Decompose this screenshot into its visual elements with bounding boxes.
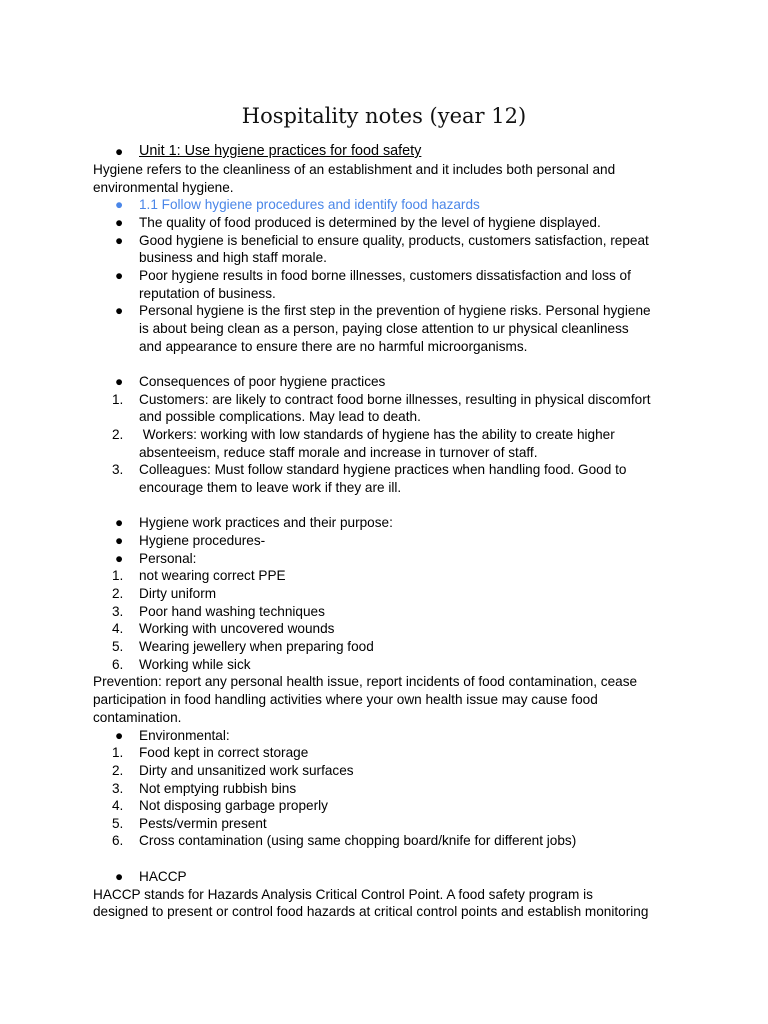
work-practices-heading: Hygiene work practices and their purpose:	[139, 515, 393, 530]
consequence-line: encourage them to leave work if they are ill.	[139, 480, 402, 495]
list-number: 5.	[112, 816, 124, 831]
consequence-line: and possible complications. May lead to death.	[139, 409, 421, 424]
environmental-item: Food kept in correct storage	[139, 745, 309, 760]
list-number: 1.	[112, 745, 124, 760]
personal-item: Dirty uniform	[139, 586, 217, 601]
list-number: 6.	[112, 657, 124, 672]
list-number: 3.	[112, 462, 124, 477]
list-number: 1.	[112, 392, 124, 407]
consequence-line: Workers: working with low standards of hygiene has the ability to create higher	[139, 427, 615, 442]
haccp-line: HACCP stands for Hazards Analysis Critical Control Point. A food safety program is	[93, 887, 593, 902]
bullet: ●	[115, 533, 124, 548]
bullet: ●	[115, 728, 124, 743]
bullet: ●	[115, 515, 124, 530]
consequence-line: absenteeism, reduce staff morale and increase in turnover of staff.	[139, 445, 538, 460]
environmental-heading: Environmental:	[139, 728, 230, 743]
haccp-line: designed to present or control food hazards at critical control points and establish monitoring	[93, 904, 649, 919]
point-line: Personal hygiene is the first step in the prevention of hygiene risks. Personal hygiene	[139, 303, 651, 318]
bullet: ●	[115, 303, 124, 318]
point-line: Good hygiene is beneficial to ensure quality, products, customers satisfaction, repeat	[139, 233, 649, 248]
consequences-heading: Consequences of poor hygiene practices	[139, 374, 386, 389]
list-number: 3.	[112, 604, 124, 619]
list-number: 4.	[112, 621, 124, 636]
environmental-item: Dirty and unsanitized work surfaces	[139, 763, 354, 778]
list-number: 2.	[112, 586, 124, 601]
page-title: Hospitality notes (year 12)	[241, 104, 527, 128]
list-number: 3.	[112, 781, 124, 796]
personal-heading: Personal:	[139, 551, 197, 566]
prevention-line: Prevention: report any personal health issue, report incidents of food contamination, cease	[93, 674, 638, 689]
personal-item: Working with uncovered wounds	[139, 621, 335, 636]
environmental-item: Not disposing garbage properly	[139, 798, 328, 813]
personal-item: Poor hand washing techniques	[139, 604, 325, 619]
consequence-line: Colleagues: Must follow standard hygiene practices when handling food. Good to	[139, 462, 627, 477]
environmental-item: Cross contamination (using same chopping board/knife for different jobs)	[139, 833, 577, 848]
bullet: ●	[115, 215, 124, 230]
personal-item: Working while sick	[139, 657, 251, 672]
environmental-item: Pests/vermin present	[139, 816, 267, 831]
bullet: ●	[115, 197, 124, 212]
hygiene-intro-line: Hygiene refers to the cleanliness of an establishment and it includes both personal and	[93, 162, 616, 177]
bullet: ●	[115, 869, 124, 884]
point-line: reputation of business.	[139, 286, 276, 301]
bullet: ●	[115, 233, 124, 248]
point-line: The quality of food produced is determined by the level of hygiene displayed.	[139, 215, 601, 230]
haccp-heading: HACCP	[139, 869, 187, 884]
list-number: 1.	[112, 568, 124, 583]
unit-heading: Unit 1: Use hygiene practices for food safety	[139, 143, 422, 159]
list-number: 2.	[112, 427, 124, 442]
bullet: ●	[115, 144, 124, 159]
list-number: 2.	[112, 763, 124, 778]
section-1-1-heading: 1.1 Follow hygiene procedures and identify food hazards	[139, 197, 480, 212]
bullet: ●	[115, 551, 124, 566]
prevention-line: participation in food handling activities where your own health issue may cause food	[93, 692, 598, 707]
point-line: and appearance to ensure there are no harmful microorganisms.	[139, 339, 528, 354]
procedures-heading: Hygiene procedures-	[139, 533, 266, 548]
point-line: business and high staff morale.	[139, 250, 327, 265]
consequence-line: Customers: are likely to contract food borne illnesses, resulting in physical discomfort	[139, 392, 651, 407]
point-line: is about being clean as a person, paying close attention to ur physical cleanliness	[139, 321, 629, 336]
list-number: 4.	[112, 798, 124, 813]
list-number: 5.	[112, 639, 124, 654]
bullet: ●	[115, 268, 124, 283]
personal-item: not wearing correct PPE	[139, 568, 286, 583]
personal-item: Wearing jewellery when preparing food	[139, 639, 374, 654]
prevention-line: contamination.	[93, 710, 182, 725]
point-line: Poor hygiene results in food borne illnesses, customers dissatisfaction and loss of	[139, 268, 631, 283]
bullet: ●	[115, 374, 124, 389]
list-number: 6.	[112, 833, 124, 848]
hygiene-intro-line: environmental hygiene.	[93, 180, 234, 195]
environmental-item: Not emptying rubbish bins	[139, 781, 297, 796]
